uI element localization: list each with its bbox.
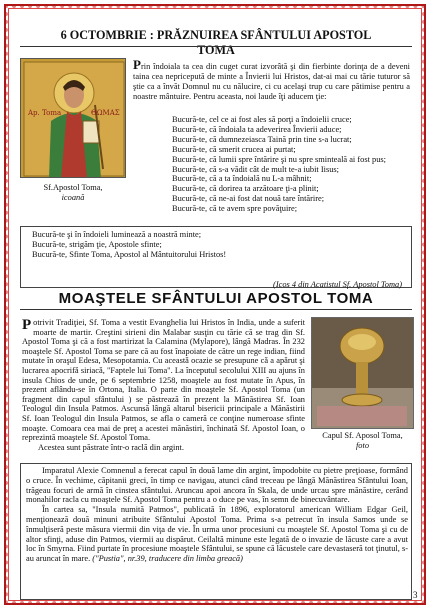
page-title: 6 OCTOMBRIE : PRĂZNUIREA SFÂNTULUI APOSTOL TOMA xyxy=(60,28,372,57)
paragraph-alexie: Imparatul Alexie Comnenul a ferecat capul în două lame din argint, împodobite cu pietre preţioase, formând o cruce. În vechime, căpitanii greci, în timp ce navigau, atunci când treceau pe lângă Mănăstirea Sfântului Ioan, trăgeau focuri de armă în cinstea sfântului. Aruncau apoi ancora în Skala, de unde urcau spre mănăstire, cerând monahilor racla cu moaştele Sf. Apostol Toma pentru a o duce pe vas, în semn de binecuvântare. xyxy=(26,466,408,505)
icon-inscription-right: ΘΩΜΑΣ xyxy=(91,109,120,117)
verses-list-1 xyxy=(172,115,412,214)
reliquary-photo xyxy=(311,317,414,429)
relics-paragraph xyxy=(22,318,305,452)
verse-line: Bucură-te, că îndoiala ta adeverirea Învierii aduce; xyxy=(172,124,342,134)
verse-line: Bucură-te, Sfinte Toma, Apostol al Mântuitorului Hristos! xyxy=(32,250,227,259)
intro-text: rin îndoiala ta cea din cuget curat izvorâtă şi din fierbinte dorinţa de a deveni taina cea nepricepută de minte a Învierii lui Hristos, dat-ai mai cu tărie tuturor să ştie ca a învăt Domnul nu cu nălucire, ci cu acelaşi trup cu care pătimise pentru a noastre mântuire. Pentru aceasta, noi laude îţi aducem ţie: xyxy=(133,62,410,101)
verse-line: Bucură-te, că dorirea ta arzătoare ţi-a plinit; xyxy=(172,184,319,194)
intro-paragraph xyxy=(133,57,410,102)
photo-caption-type: foto xyxy=(355,440,370,450)
verse-line: Bucură-te, că ne-ai fost dat nouă tare întărire; xyxy=(172,194,325,204)
section-heading-relics: MOAŞTELE SFÂNTULUI APOSTOL TOMA xyxy=(58,290,374,307)
relics-text-end: Acestea sunt păstrate într-o raclă din argint. xyxy=(38,442,184,452)
verses-list-2 xyxy=(32,230,392,260)
photo-caption-main: Capul Sf. Aposol Toma, xyxy=(322,431,403,440)
paragraph-patmos-text: În cartea sa, "Insula numită Patmos", publicată în 1896, exploratorul american William Edgar Geil, menţionează două minuni atribuite Sfântului Apostol Toma. Prima s-a petrecut în insula Samos unde se înmulţiseră peste măsura viermii din viţa de vie. În urma unor procesiuni cu moaştele Sf. Apostol Toma şi cu de altor sfinţi, aduse din Patmos, viermii au dispărut. Ceilaltă minune este legată de o invazie de lăcuste care a avut loc în Smyrna. Fiind purtate în procesiune moaştele Sfântului, se spune că lăcustele care devastaseră tot ţinutul, s-au aruncat în mare. xyxy=(26,505,408,564)
icon-caption-type: icoană xyxy=(61,193,85,202)
title-rule xyxy=(20,46,412,47)
verse-line: Bucură-te, cel ce ai fost ales să porţi a îndoielii cruce; xyxy=(172,115,352,124)
verse-line: Bucură-te, că a ta îndoială nu L-a mâhnit; xyxy=(172,174,312,184)
saint-thomas-icon-image xyxy=(20,58,126,178)
verse-line: Bucură-te şi în îndoieli luminează a noastră minte; xyxy=(32,230,202,239)
intro-drop-cap: P xyxy=(133,57,141,72)
heading-rule xyxy=(20,309,412,310)
relics-drop-cap: P xyxy=(22,317,32,333)
verses-credit: (Icos 4 din Acatistul Sf. Apostol Toma) xyxy=(273,280,402,289)
verse-line: Bucură-te, că dumnezeiasca Taină prin tine s-a lucrat; xyxy=(172,134,352,144)
icon-inscription-left: Ap. Toma xyxy=(28,109,62,117)
paragraph-patmos xyxy=(26,505,408,564)
verse-line: Bucură-te, că s-a vădit cât de mult te-a iubit Iisus; xyxy=(172,164,339,174)
icon-caption xyxy=(20,183,126,203)
bottom-credit: ("Pustia", nr.39, traducere din limba greacă) xyxy=(92,554,243,564)
verse-line: Bucură-te, că lumii spre întărire şi nu spre sminteală ai fost pus; xyxy=(172,154,386,164)
verse-line: Bucură-te, strigăm ţie, Apostole sfinte; xyxy=(32,240,162,249)
verse-line: Bucură-te, că smerit crucea ai purtat; xyxy=(172,144,296,154)
icon-caption-name: Sf.Apostol Toma, xyxy=(43,183,103,192)
relics-text: otrivit Tradiţiei, Sf. Toma a vestit Evanghelia lui Hristos în India, unde a suferit moarte de martir. Creştini sirieni din Malabar susţin cu tărie că se trag din Sf. Apostol Toma şi că a fost martirizat la Calamina (Mylapore), lângă Madras. În 232 moaştele Sf. Apostol Toma se pare că au fost înapoiate de către un rege indian, fiind mutate în oraşul Edesa, Mesopotamia. Cu aceastǎ ocazie se presupune cǎ a apǎrut şi lucrarea apocrifǎ siriacǎ, "Faptele lui Toma". La începutul secolului XIII au ajuns în insula Chios de unde, pe 6 septembrie 1258, moaştele au fost mutate în Apus, în prezent aflându-se în Ortona, Italia. O parte din moaştele Sf. Apostol Toma (un fragment din capul sfântului ) se păstrează în prezent la Mănăstirea Sf. Ioan Teologul din Insula Patmos. Ascunsă lângă altarul bisericii principale a Mănăstirii Sf. Ioan Teologul din Insula Patmos, se afla o cameră ce conţine numeroase sfinte moaşte. Comoara cea mai de preţ a acestei mănăstiri, închinată Sf. Apostol Ioan, o reprezintă moaştele Sf. Apostol Toma. xyxy=(22,318,305,443)
page-number: 3 xyxy=(413,590,418,600)
bottom-paragraphs xyxy=(26,466,408,564)
verse-line: Bucură-te, că te avem spre povăţuire; xyxy=(172,204,298,214)
photo-caption xyxy=(311,431,414,451)
